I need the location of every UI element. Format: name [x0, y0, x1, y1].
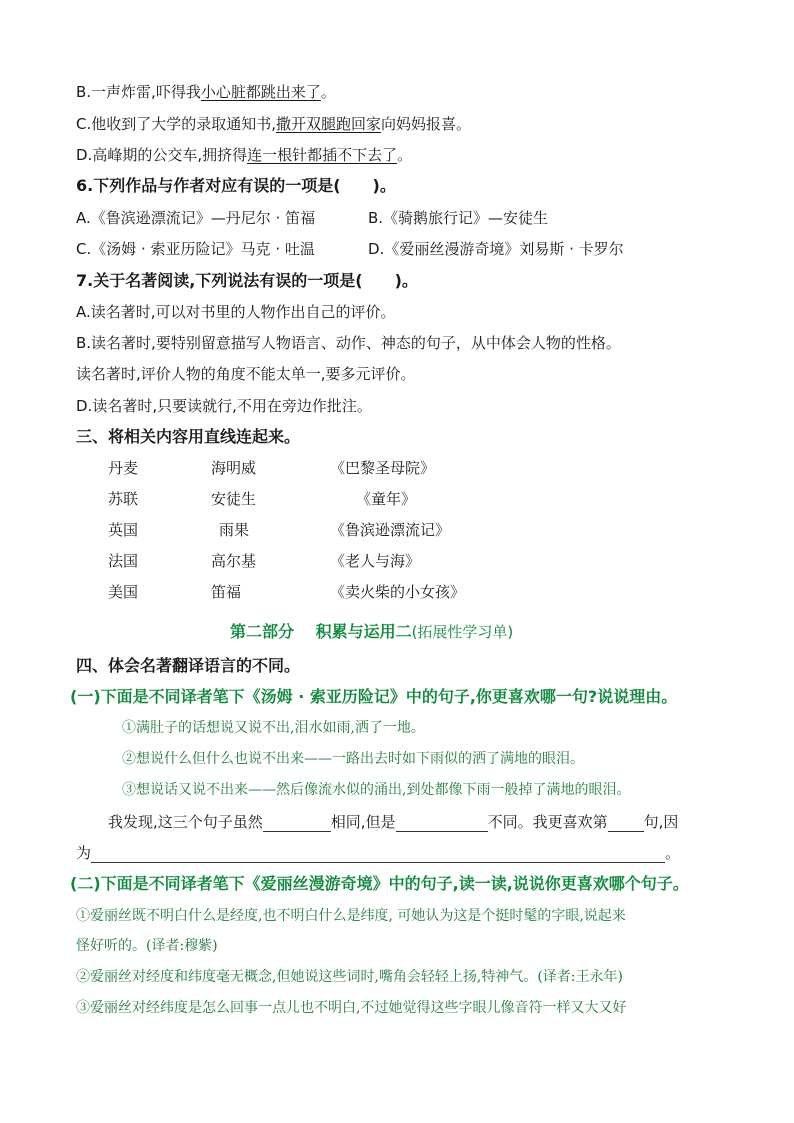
- work-item: 《童年》: [356, 490, 417, 508]
- answer-blank[interactable]: [91, 846, 665, 863]
- answer-blank[interactable]: [608, 815, 644, 832]
- underlined-phrase: 连一根针都插不下去了: [247, 146, 398, 164]
- translation-sentence-cont: 怪好听的。(译者:穆紫): [76, 938, 218, 954]
- answer-blank[interactable]: [396, 815, 488, 832]
- translation-sentence: ②爱丽丝对经度和纬度毫无概念,但她说这些词时,嘴角会轻轻上扬,特神气。(译者:王永年): [76, 969, 623, 985]
- option-suffix: 向妈妈报喜。: [381, 115, 472, 133]
- q7-option-b: B.读名著时,要特别留意描写人物语言、动作、神态的句子，从中体会人物的性格。: [76, 334, 621, 352]
- translation-sentence: ①满肚子的话想说又说不出,泪水如雨,洒了一地。: [122, 720, 425, 736]
- part2-heading: [230, 619, 513, 642]
- country-item: 法国: [108, 552, 139, 570]
- option-suffix: 。: [320, 83, 336, 101]
- work-item: 《巴黎圣母院》: [330, 459, 436, 477]
- author-item: 笛福: [211, 583, 242, 601]
- underlined-phrase: 撒开双腿跑回家: [276, 115, 382, 133]
- translation-sentence: ②想说什么但什么也说不出来——一路出去时如下雨似的洒了满地的眼泪。: [122, 751, 584, 767]
- q7-option-c: 读名著时,评价人物的角度不能太单一,要多元评价。: [76, 365, 416, 383]
- work-item: 《鲁滨逊漂流记》: [330, 521, 451, 539]
- answer-blank[interactable]: [263, 815, 331, 832]
- option-text: B.一声炸雷,吓得我: [76, 83, 201, 101]
- author-item: 高尔基: [211, 552, 257, 570]
- q6-option-d: D.《爱丽丝漫游奇境》刘易斯 · 卡罗尔: [368, 240, 624, 258]
- work-item: 《老人与海》: [330, 552, 421, 570]
- option-text: D.高峰期的公交车,拥挤得: [76, 146, 248, 164]
- option-suffix: 。: [397, 146, 413, 164]
- section3-title: 三、将相关内容用直线连起来。: [76, 427, 301, 446]
- q7-option-d: D.读名著时,只要读就行,不用在旁边作批注。: [76, 397, 372, 415]
- fill-in-line: 我发现,这三个句子虽然 相同,但是 不同。我更喜欢第 句,因: [108, 813, 679, 831]
- section4-sub1-title: (一)下面是不同译者笔下《汤姆 · 索亚历险记》中的句子,你更喜欢哪一句?说说理由。: [70, 687, 678, 706]
- translation-sentence: ①爱丽丝既不明白什么是经度,也不明白什么是纬度, 可她认为这是个挺时髦的字眼,说起来: [76, 908, 626, 924]
- part2-title: 第二部分 积累与运用二: [230, 622, 412, 641]
- country-item: 苏联: [108, 490, 139, 508]
- q5-option-c: [76, 114, 471, 134]
- translation-sentence: ③想说话又说不出来——然后像流水似的涌出,到处都像下雨一般掉了满地的眼泪。: [122, 782, 631, 798]
- q7-option-a: A.读名著时,可以对书里的人物作出自己的评价。: [76, 303, 396, 321]
- author-item: 雨果: [219, 521, 250, 539]
- work-item: 《卖火柴的小女孩》: [330, 583, 466, 601]
- fill-in-line-2: 为 。: [76, 844, 681, 862]
- q7-stem: 7.关于名著阅读,下列说法有误的一项是( )。: [76, 271, 418, 290]
- section4-sub2-title: (二)下面是不同译者笔下《爱丽丝漫游奇境》中的句子,读一读,说说你更喜欢哪个句子。: [70, 874, 689, 893]
- q5-option-b: [76, 82, 336, 102]
- q6-option-c: C.《汤姆 · 索亚历险记》马克 · 吐温: [76, 240, 315, 258]
- q6-option-a: A.《鲁滨逊漂流记》—丹尼尔 · 笛福: [76, 209, 316, 227]
- q6-option-b: B.《骑鹅旅行记》—安徒生: [368, 209, 549, 227]
- country-item: 美国: [108, 583, 139, 601]
- option-text: C.他收到了大学的录取通知书,: [76, 115, 277, 133]
- country-item: 丹麦: [108, 459, 139, 477]
- section4-title: 四、体会名著翻译语言的不同。: [76, 656, 301, 675]
- q6-stem: 6.下列作品与作者对应有误的一项是( )。: [76, 176, 396, 195]
- underlined-phrase: 小心脏都跳出来了: [200, 83, 321, 101]
- author-item: 安徒生: [211, 490, 257, 508]
- q5-option-d: [76, 145, 412, 165]
- author-item: 海明威: [211, 459, 257, 477]
- translation-sentence: ③爱丽丝对经纬度是怎么回事一点儿也不明白,不过她觉得这些字眼儿像音符一样又大又好: [76, 1000, 627, 1016]
- part2-subtitle: (拓展性学习单): [411, 623, 514, 641]
- country-item: 英国: [108, 521, 139, 539]
